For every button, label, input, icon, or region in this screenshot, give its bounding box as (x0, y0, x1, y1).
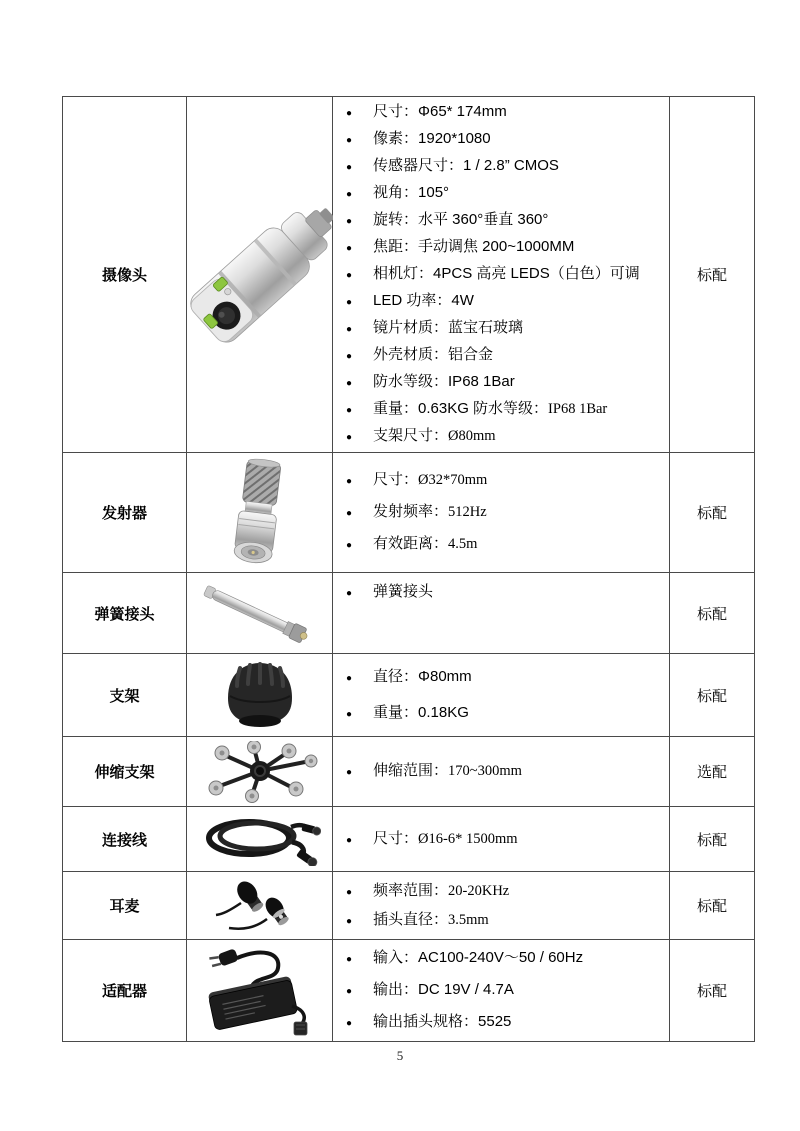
row-name: 发射器 (63, 453, 187, 573)
table-row (63, 940, 755, 1042)
spec-item: ● 弹簧接头 (346, 579, 665, 606)
bullet-icon: ● (346, 539, 353, 551)
spec-list (346, 579, 665, 606)
spec-item: ● 传感器尺寸： 1 / 2.8” CMOS (346, 153, 665, 180)
spec-item: ● 视角： 105° (346, 180, 665, 207)
row-name: 适配器 (63, 940, 187, 1042)
bullet-icon: ● (346, 432, 353, 443)
product-image-cell (187, 872, 333, 940)
spec-item: ● LED 功率： 4W (346, 288, 665, 315)
bullet-icon: ● (346, 915, 353, 927)
spec-item: ● 频率范围： 20-20KHz (346, 877, 665, 906)
row-name: 耳麦 (63, 872, 187, 940)
camera-head-image (187, 193, 333, 357)
bullet-icon: ● (346, 1017, 353, 1029)
table-row (63, 654, 755, 737)
spec-item: ● 镜片材质： 蓝宝石玻璃 (346, 315, 665, 342)
spec-item: ● 尺寸： Φ65* 174mm (346, 99, 665, 126)
telescopic-bracket-image (196, 741, 324, 803)
bullet-icon: ● (346, 351, 353, 362)
spec-list (346, 99, 665, 450)
spec-item: ● 支架尺寸： Ø80mm (346, 423, 665, 450)
bullet-icon: ● (346, 834, 353, 846)
table-row (63, 97, 755, 453)
product-image-cell (187, 737, 333, 807)
spec-list (346, 664, 665, 727)
row-name: 连接线 (63, 807, 187, 872)
bullet-icon: ● (346, 297, 353, 308)
bullet-icon: ● (346, 324, 353, 335)
spec-item: ● 外壳材质： 铝合金 (346, 342, 665, 369)
bullet-icon: ● (346, 270, 353, 281)
spec-cell (333, 453, 670, 573)
spec-cell (333, 872, 670, 940)
status-badge: 标配 (670, 97, 755, 453)
bullet-icon: ● (346, 108, 353, 119)
spec-cell (333, 940, 670, 1042)
spec-list (346, 826, 665, 853)
bullet-icon: ● (346, 475, 353, 487)
spec-list (346, 943, 665, 1039)
bullet-icon: ● (346, 953, 353, 965)
spec-cell (333, 97, 670, 453)
headset-image (213, 877, 307, 935)
spec-item: ● 相机灯： 4PCS 高亮 LEDS（白色）可调 (346, 261, 665, 288)
bullet-icon: ● (346, 162, 353, 173)
product-image-cell (187, 453, 333, 573)
product-image-cell (187, 807, 333, 872)
status-badge: 标配 (670, 573, 755, 654)
row-name: 支架 (63, 654, 187, 737)
spec-item: ● 防水等级： IP68 1Bar (346, 369, 665, 396)
row-name: 伸缩支架 (63, 737, 187, 807)
spec-item: ● 重量： 0.18KG (346, 700, 665, 727)
bullet-icon: ● (346, 588, 353, 599)
table-row (63, 573, 755, 654)
spec-item: ● 直径： Φ80mm (346, 664, 665, 691)
table-row (63, 872, 755, 940)
bullet-icon: ● (346, 708, 353, 720)
spec-cell (333, 573, 670, 654)
spec-cell (333, 654, 670, 737)
bullet-icon: ● (346, 507, 353, 519)
status-badge: 标配 (670, 807, 755, 872)
bullet-icon: ● (346, 985, 353, 997)
spec-item: ● 尺寸： Ø16-6* 1500mm (346, 826, 665, 853)
bullet-icon: ● (346, 672, 353, 684)
status-badge: 标配 (670, 940, 755, 1042)
spec-list (346, 465, 665, 561)
spec-item: ● 焦距： 手动调焦 200~1000MM (346, 234, 665, 261)
spec-list (346, 877, 665, 935)
bullet-icon: ● (346, 243, 353, 254)
status-badge: 标配 (670, 654, 755, 737)
transmitter-image (225, 458, 295, 568)
page-number: 5 (396, 1048, 404, 1063)
spec-item: ● 发射频率： 512Hz (346, 497, 665, 529)
spec-item: ● 有效距离： 4.5m (346, 529, 665, 561)
product-image-cell (187, 940, 333, 1042)
bullet-icon: ● (346, 886, 353, 898)
spec-item: ● 插头直径： 3.5mm (346, 906, 665, 935)
product-image-cell (187, 654, 333, 737)
spec-item: ● 重量：0.63KG 防水等级： IP68 1Bar (346, 396, 665, 423)
bullet-icon: ● (346, 189, 353, 200)
spec-item: ● 尺寸： Ø32*70mm (346, 465, 665, 497)
row-name: 摄像头 (63, 97, 187, 453)
table-row (63, 807, 755, 872)
spec-item: ● 伸缩范围： 170~300mm (346, 758, 665, 785)
spec-item: ● 输入： AC100-240V～50 / 60Hz (346, 943, 665, 975)
bullet-icon: ● (346, 767, 353, 778)
spec-item: ● 输出插头规格： 5525 (346, 1007, 665, 1039)
bullet-icon: ● (346, 216, 353, 227)
spec-cell (333, 807, 670, 872)
spec-item: ● 像素： 1920*1080 (346, 126, 665, 153)
spec-item: ● 输出： DC 19V / 4.7A (346, 975, 665, 1007)
bullet-icon: ● (346, 405, 353, 416)
power-adapter-image (195, 944, 325, 1037)
status-badge: 标配 (670, 453, 755, 573)
status-badge: 选配 (670, 737, 755, 807)
table-row (63, 737, 755, 807)
spec-cell (333, 737, 670, 807)
spec-table (62, 96, 755, 1042)
spec-list (346, 758, 665, 785)
table-row (63, 453, 755, 573)
spec-item: ● 旋转： 水平 360°垂直 360° (346, 207, 665, 234)
product-image-cell (187, 97, 333, 453)
product-image-cell (187, 573, 333, 654)
row-name: 弹簧接头 (63, 573, 187, 654)
status-badge: 标配 (670, 872, 755, 940)
spring-connector-image (201, 580, 319, 646)
bullet-icon: ● (346, 378, 353, 389)
connection-cable-image (199, 812, 321, 866)
bullet-icon: ● (346, 135, 353, 146)
bracket-knob-image (218, 658, 302, 732)
